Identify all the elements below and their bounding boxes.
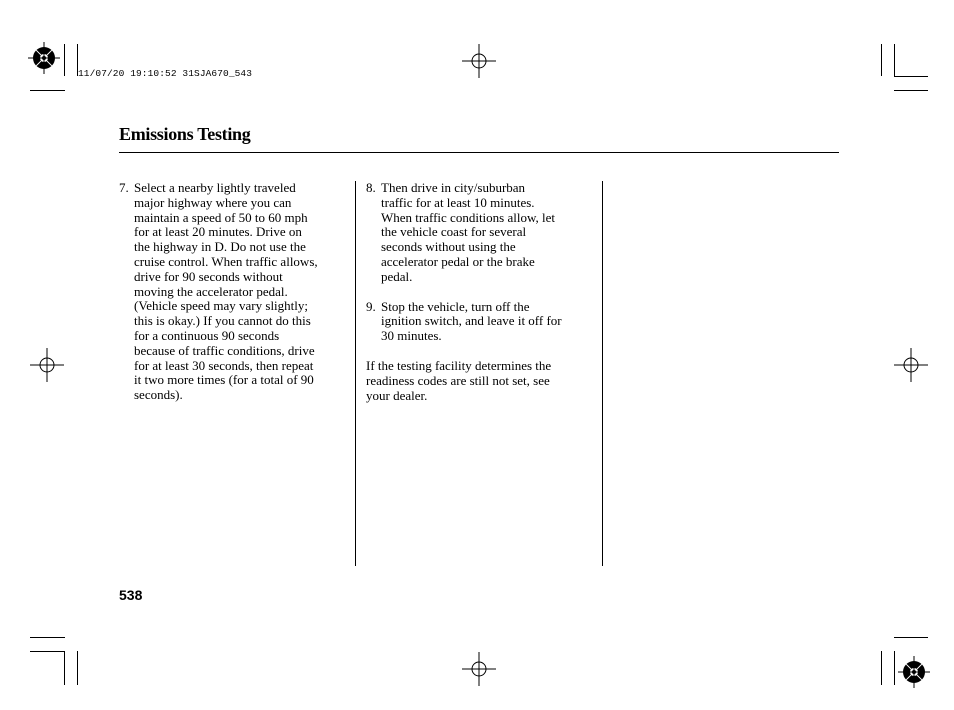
text-line: readiness codes are still not set, see xyxy=(366,372,550,388)
step-8 xyxy=(366,181,598,285)
text-line: (Vehicle speed may vary slightly; xyxy=(134,298,309,314)
text-line: cruise control. When traffic allows, xyxy=(134,253,318,269)
crosshair-top-icon xyxy=(462,44,496,78)
crop-mark-bottom-left-v1 xyxy=(64,651,65,685)
crosshair-left-icon xyxy=(30,348,64,382)
column-divider-2 xyxy=(602,181,603,566)
text-line: major highway where you can xyxy=(134,194,292,210)
left-column xyxy=(119,181,351,418)
text-line: traffic for at least 10 minutes. xyxy=(381,194,535,210)
step-9 xyxy=(366,300,598,344)
text-line: accelerator pedal or the brake xyxy=(381,253,535,269)
text-line: Select a nearby lightly traveled xyxy=(134,180,296,195)
step-number: 8. xyxy=(366,180,376,195)
registration-target-bottom-right-icon xyxy=(898,656,930,688)
text-line: for at least 20 minutes. Drive on xyxy=(134,224,302,240)
text-line: your dealer. xyxy=(366,387,428,403)
text-line: the highway in D. Do not use the xyxy=(134,239,306,255)
text-line: because of traffic conditions, drive xyxy=(134,342,315,358)
step-number: 9. xyxy=(366,298,376,314)
text-line: moving the accelerator pedal. xyxy=(134,283,288,299)
crop-mark-bottom-right-v2 xyxy=(894,651,895,685)
text-line: Then drive in city/suburban xyxy=(381,180,526,195)
crop-mark-bottom-left-v2 xyxy=(77,651,78,685)
crop-mark-bottom-left-h2 xyxy=(30,651,65,652)
text-line: If the testing facility determines the xyxy=(366,357,552,373)
column-divider-1 xyxy=(355,181,356,566)
step-text xyxy=(134,181,351,403)
text-line: the vehicle coast for several xyxy=(381,224,527,240)
step-text xyxy=(381,300,598,344)
crop-mark-bottom-right-h xyxy=(894,637,928,638)
crop-mark-top-right-v1 xyxy=(881,44,882,76)
text-line: drive for 90 seconds without xyxy=(134,268,283,284)
page-title: Emissions Testing xyxy=(119,124,251,144)
text-line: it two more times (for a total of 90 xyxy=(134,372,314,388)
crop-mark-top-right-h2 xyxy=(894,90,928,91)
step-text xyxy=(381,181,598,285)
print-timestamp: 11/07/20 19:10:52 31SJA670_543 xyxy=(78,68,253,79)
crop-mark-top-left-h xyxy=(30,90,65,91)
text-line: pedal. xyxy=(381,268,413,284)
crop-mark-top-right-v2 xyxy=(894,44,895,76)
title-rule xyxy=(119,152,839,153)
registration-target-top-left-icon xyxy=(28,42,60,74)
text-line: seconds). xyxy=(134,387,183,403)
page-number: 538 xyxy=(119,587,143,603)
text-line: 30 minutes. xyxy=(381,328,442,344)
crosshair-right-icon xyxy=(894,348,928,382)
crosshair-bottom-icon xyxy=(462,652,496,686)
crop-mark-top-left-v1 xyxy=(64,44,65,76)
crop-mark-bottom-left-h1 xyxy=(30,637,65,638)
text-line: ignition switch, and leave it off for xyxy=(381,313,562,329)
text-line: for at least 30 seconds, then repeat xyxy=(134,357,314,373)
crop-mark-top-right-h1 xyxy=(894,76,928,77)
text-line: When traffic conditions allow, let xyxy=(381,209,556,225)
crop-mark-bottom-right-v1 xyxy=(881,651,882,685)
text-line: seconds without using the xyxy=(381,239,516,255)
text-line: Stop the vehicle, turn off the xyxy=(381,298,530,314)
step-number: 7. xyxy=(119,180,129,195)
closing-paragraph xyxy=(366,359,598,403)
text-line: this is okay.) If you cannot do this xyxy=(134,313,311,329)
text-line: for a continuous 90 seconds xyxy=(134,327,280,343)
middle-column xyxy=(366,181,598,403)
step-7 xyxy=(119,181,351,403)
text-line: maintain a speed of 50 to 60 mph xyxy=(134,209,308,225)
